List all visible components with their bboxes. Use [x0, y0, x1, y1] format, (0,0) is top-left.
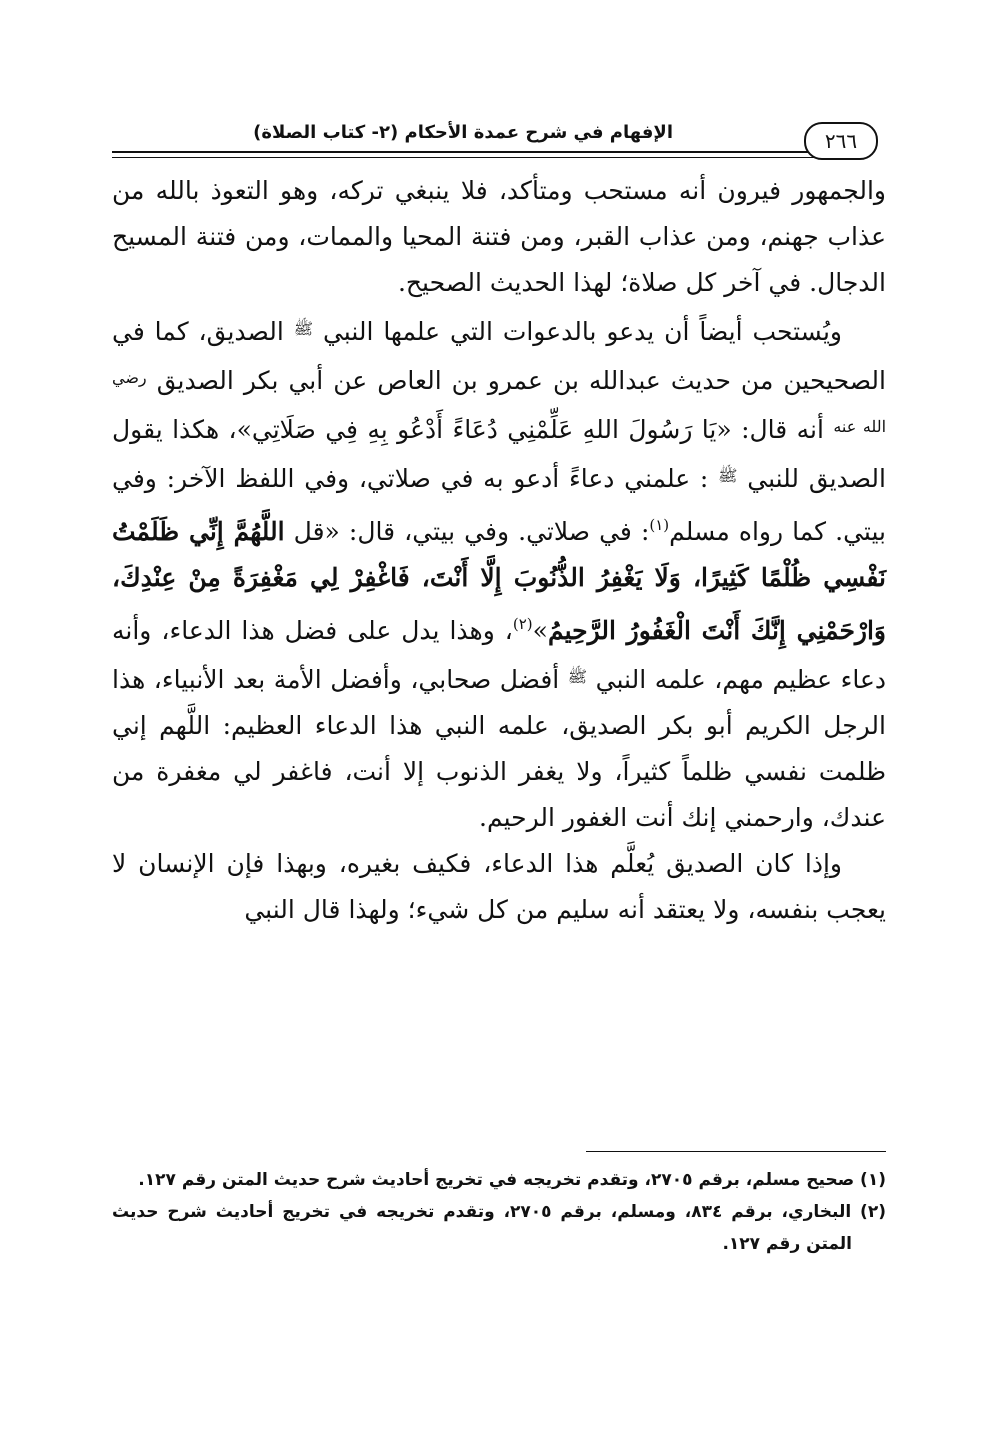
radi-symbol: رضي الله عنه [112, 368, 887, 436]
body-text [112, 168, 886, 933]
quote-close: » [532, 616, 548, 645]
running-header [112, 112, 878, 162]
dua-text: اللَّهُمَّ إِنِّي ظَلَمْتُ نَفْسِي ظُلْمًا كَثِيرًا، وَلَا يَغْفِرُ الذُّنُوبَ إِلَّا أَنْتَ، فَاغْفِرْ لِي مَغْفِرَةً مِنْ عِنْدِكَ، وَارْحَمْنِي إِنَّكَ أَنْتَ الْغَفُورُ الرَّحِيمُ [112, 517, 886, 645]
paragraph-2-text-7: أفضل صحابي، وأفضل الأمة بعد الأنبياء، هذا الرجل الكريم أبو بكر الصديق، علمه النبي هذا الدعاء العظيم: اللَّهم إني ظلمت نفسي ظلماً كثيراً، ولا يغفر الذنوب إلا أنت، فاغفر لي مغفرة من عندك، وارحمني إنك أنت الغفور الرحيم. [112, 665, 886, 832]
paragraph-2-text-4: : علمني دعاءً أدعو به في صلاتي، وفي اللفظ الآخر: وفي بيتي. كما رواه مسلم [112, 464, 886, 546]
salla-symbol: ﷺ [718, 466, 738, 485]
footnote-ref-1[interactable]: (١) [649, 516, 670, 534]
paragraph-3: وإذا كان الصديق يُعلَّم هذا الدعاء، فكيف بغيره، وبهذا فإن الإنسان لا يعجب بنفسه، ولا يعتقد أنه سليم من كل شيء؛ ولهذا قال النبي [112, 849, 886, 924]
header-rule-thin [112, 157, 858, 158]
header-title: الإفهام في شرح عمدة الأحكام (٢- كتاب الصلاة) [253, 122, 673, 143]
footnote-ref-2[interactable]: (٢) [512, 615, 533, 633]
salla-symbol: ﷺ [293, 319, 314, 338]
footnote-1: (١) صحيح مسلم، برقم ٢٧٠٥، وتقدم تخريجه في تخريج أحاديث شرح حديث المتن رقم ١٢٧. [138, 1170, 886, 1190]
header-rule [112, 151, 858, 153]
paragraph-1: والجمهور فيرون أنه مستحب ومتأكد، فلا ينبغي تركه، وهو التعوذ بالله من عذاب جهنم، ومن عذاب القبر، ومن فتنة المحيا والممات، ومن فتنة المسيح الدجال. في آخر كل صلاة؛ لهذا الحديث الصحيح. [112, 176, 886, 297]
footnote-separator [586, 1151, 886, 1152]
paragraph-2-text-1: ويُستحب أيضاً أن يدعو بالدعوات التي علمها النبي [322, 317, 843, 346]
footnotes [112, 1164, 886, 1260]
paragraph-2-text-5: : في صلاتي. وفي بيتي، قال: «قل [293, 517, 650, 546]
paragraph-2-text-2: الصديق، كما في الصحيحين من حديث عبدالله بن عمرو بن العاص عن أبي بكر الصديق [112, 317, 886, 395]
paragraph-2-text-3: أنه قال: «يَا رَسُولَ اللهِ عَلِّمْنِي دُعَاءً أَدْعُو بِهِ فِي صَلَاتِي»، هكذا يقول الصديق للنبي [112, 415, 886, 493]
paragraph-2-text-6: ، وهذا يدل على فضل هذا الدعاء، وأنه دعاء عظيم مهم، علمه النبي [112, 616, 887, 694]
page-number: ٢٦٦ [804, 122, 878, 160]
paragraph-2 [112, 306, 886, 841]
footnote-2: (٢) البخاري، برقم ٨٣٤، ومسلم، برقم ٢٧٠٥، وتقدم تخريجه في تخريج أحاديث شرح حديث المتن رقم ١٢٧. [112, 1202, 886, 1254]
salla-symbol: ﷺ [567, 667, 588, 686]
